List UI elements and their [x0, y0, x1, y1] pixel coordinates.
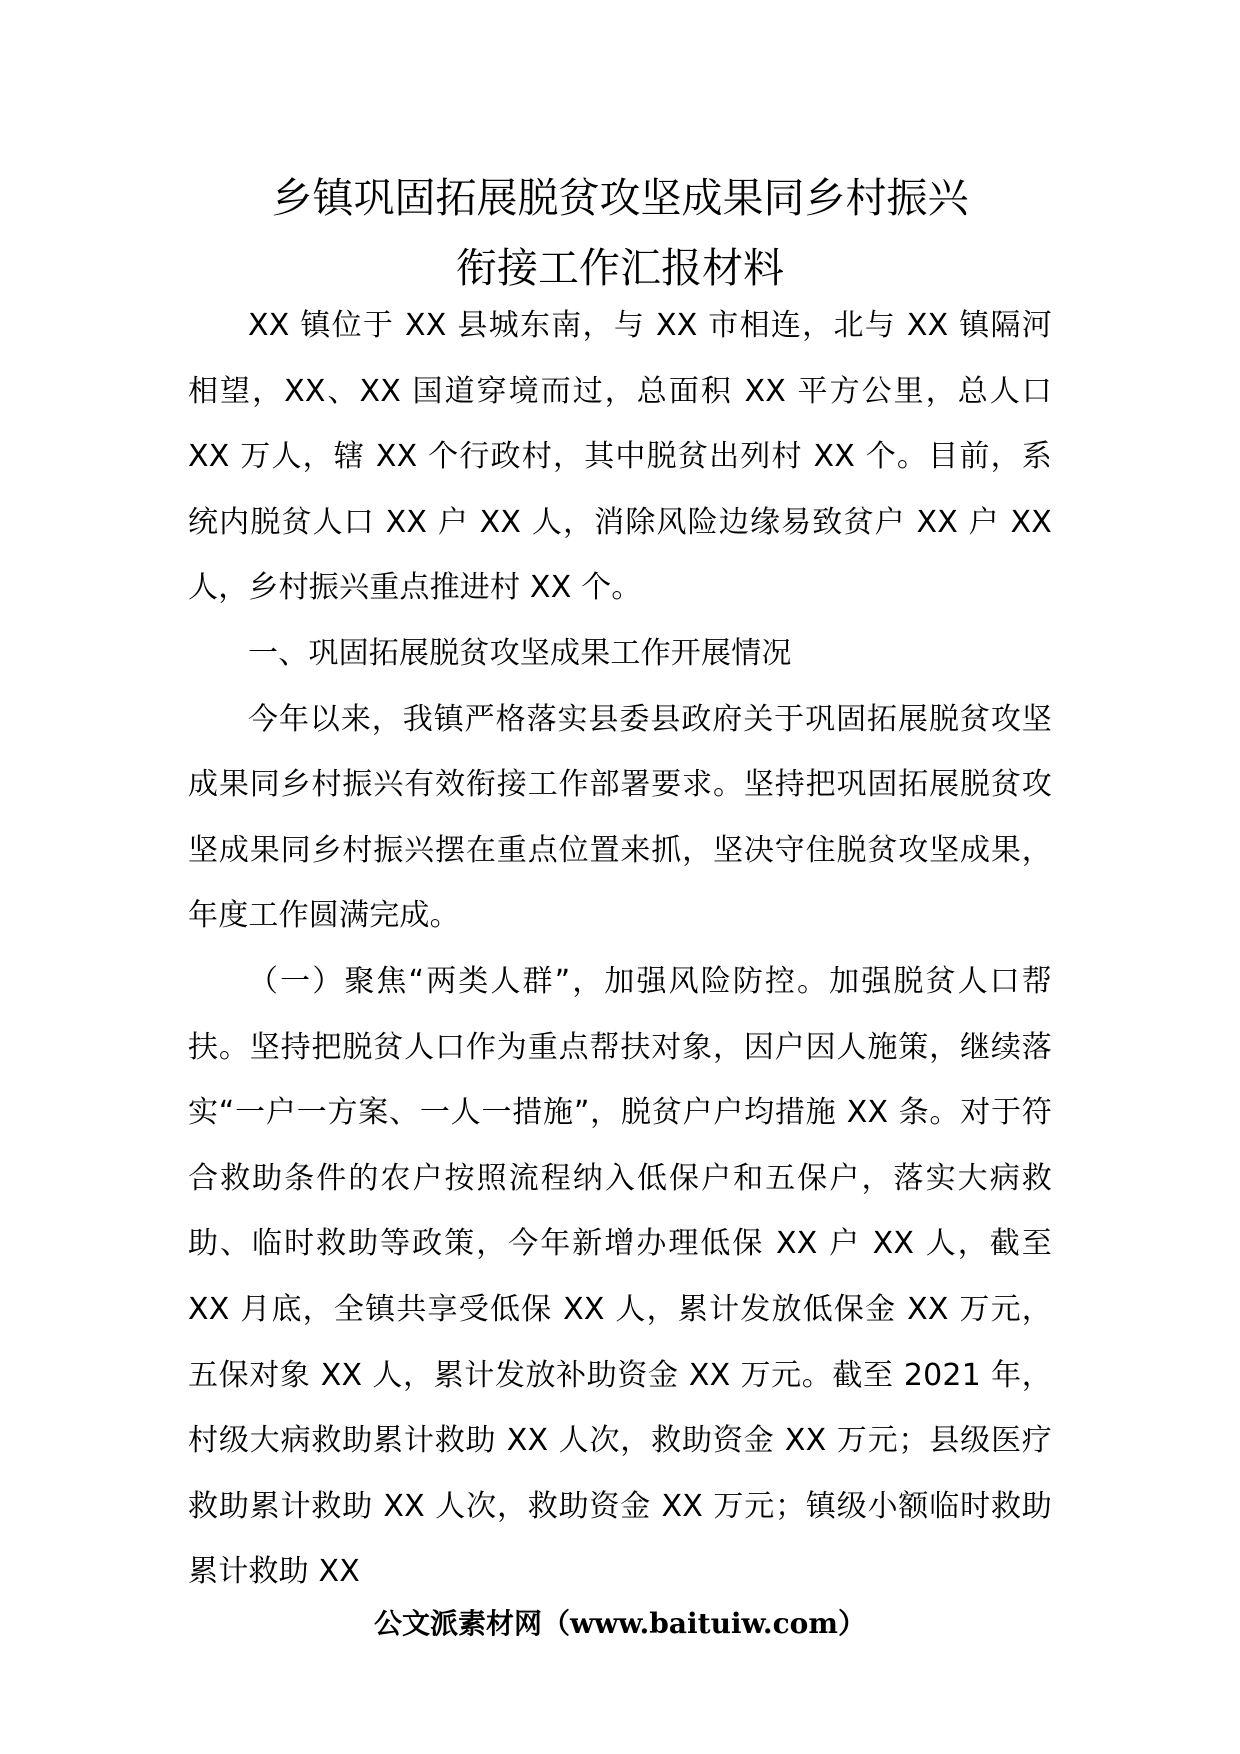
footer-watermark: 公文派素材网（www.baituiw.com） [374, 1607, 866, 1640]
body-paragraph: 今年以来，我镇严格落实县委县政府关于巩固拓展脱贫攻坚成果同乡村振兴有效衔接工作部署要求。坚持把巩固拓展脱贫攻坚成果同乡村振兴摆在重点位置来抓，坚决守住脱贫攻坚成果，年度工作圆满完成。 [188, 701, 1052, 934]
document-title [188, 163, 1052, 303]
document-body [188, 293, 1052, 1605]
section-heading: 一、巩固拓展脱贫攻坚成果工作开展情况 [248, 635, 792, 671]
title-line-1: 乡镇巩固拓展脱贫攻坚成果同乡村振兴 [271, 174, 969, 222]
intro-paragraph: XX 镇位于 XX 县城东南，与 XX 市相连，北与 XX 镇隔河相望，XX、XX 国道穿境而过，总面积 XX 平方公里，总人口 XX 万人，辖 XX 个行政村，其中脱贫出列村 XX 个。目前，系统内脱贫人口 XX 户 XX 人，消除风险边缘易致贫户 XX 户 XX 人，乡村振兴重点推进村 XX 个。 [188, 308, 1052, 606]
title-line-2: 衔接工作汇报材料 [456, 244, 784, 292]
body-paragraph: （一）聚焦“两类人群”，加强风险防控。加强脱贫人口帮扶。坚持把脱贫人口作为重点帮扶对象，因户因人施策，继续落实“一户一方案、一人一措施”，脱贫户户均措施 XX 条。对于符合救助条件的农户按照流程纳入低保户和五保户，落实大病救助、临时救助等政策，今年新增办理低保 XX 户 XX 人，截至 XX 月底，全镇共享受低保 XX 人，累计发放低保金 XX 万元，五保对象 XX 人，累计发放补助资金 XX 万元。截至 2021 年，村级大病救助累计救助 XX 人次，救助资金 XX 万元；县级医疗救助累计救助 XX 人次，救助资金 XX 万元；镇级小额临时救助累计救助 XX [188, 963, 1052, 1590]
